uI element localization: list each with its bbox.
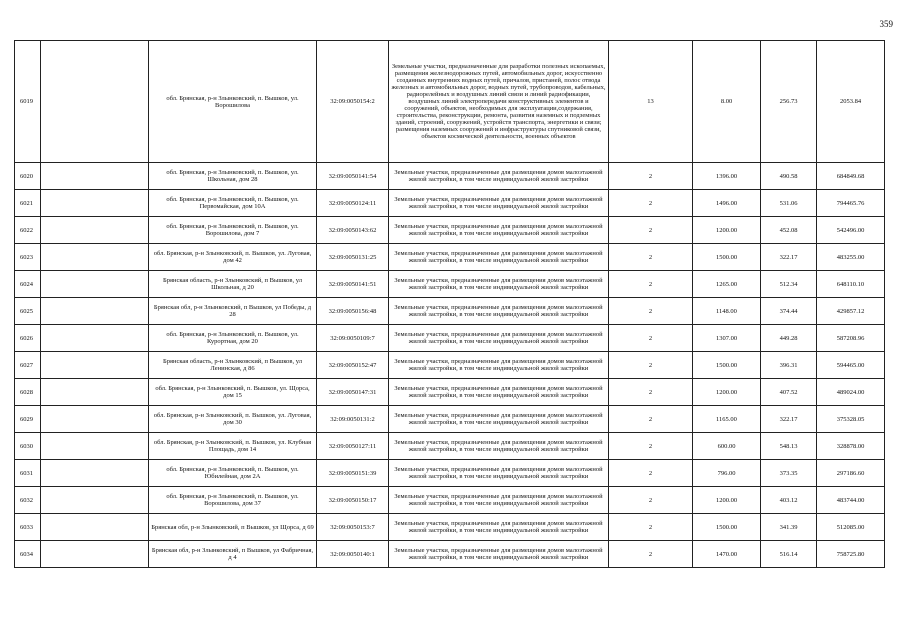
address-cell: обл. Брянская, р-н Злынковский, п. Вышков, ул. Первомайская, дом 10А [149, 190, 317, 217]
cadastral-value-cell: 587208.96 [817, 325, 885, 352]
group-cell: 13 [609, 41, 693, 163]
row-number: 6024 [15, 271, 41, 298]
land-plots-table [14, 40, 885, 568]
area-cell: 1500.00 [693, 244, 761, 271]
table-row [15, 433, 885, 460]
empty-cell [41, 487, 149, 514]
land-use-cell: Земельные участки, предназначенные для размещения домов малоэтажной жилой застройки, в том числе индивидуальной жилой застройки [389, 460, 609, 487]
empty-cell [41, 41, 149, 163]
table-row [15, 514, 885, 541]
group-cell: 2 [609, 541, 693, 568]
cadastral-number-cell: 32:09:0050141:54 [317, 163, 389, 190]
cadastral-number-cell: 32:09:0050152:47 [317, 352, 389, 379]
cadastral-value-cell: 297186.60 [817, 460, 885, 487]
row-number: 6031 [15, 460, 41, 487]
rate-cell: 512.34 [761, 271, 817, 298]
empty-cell [41, 298, 149, 325]
land-use-cell: Земельные участки, предназначенные для размещения домов малоэтажной жилой застройки, в том числе индивидуальной жилой застройки [389, 244, 609, 271]
empty-cell [41, 271, 149, 298]
row-number: 6028 [15, 379, 41, 406]
cadastral-number-cell: 32:09:0050140:1 [317, 541, 389, 568]
empty-cell [41, 244, 149, 271]
row-number: 6026 [15, 325, 41, 352]
table-row [15, 325, 885, 352]
land-use-cell: Земельные участки, предназначенные для размещения домов малоэтажной жилой застройки, в том числе индивидуальной жилой застройки [389, 433, 609, 460]
group-cell: 2 [609, 244, 693, 271]
area-cell: 1200.00 [693, 379, 761, 406]
cadastral-number-cell: 32:09:0050147:31 [317, 379, 389, 406]
cadastral-number-cell: 32:09:0050127:11 [317, 433, 389, 460]
cadastral-number-cell: 32:09:0050154:2 [317, 41, 389, 163]
row-number: 6034 [15, 541, 41, 568]
table-row [15, 217, 885, 244]
empty-cell [41, 379, 149, 406]
empty-cell [41, 190, 149, 217]
rate-cell: 374.44 [761, 298, 817, 325]
cadastral-number-cell: 32:09:0050124:11 [317, 190, 389, 217]
empty-cell [41, 514, 149, 541]
cadastral-value-cell: 2053.84 [817, 41, 885, 163]
row-number: 6020 [15, 163, 41, 190]
table-row [15, 298, 885, 325]
group-cell: 2 [609, 487, 693, 514]
address-cell: обл. Брянская, р-н Злынковский, п. Вышков, ул. Ворошилова, дом 7 [149, 217, 317, 244]
address-cell: обл. Брянская, р-н Злынковский, п. Вышков, ул. Курортная, дом 20 [149, 325, 317, 352]
address-cell: Брянская область, р-н Злынковский, п Вышков, ул Ленинская, д 86 [149, 352, 317, 379]
table-row [15, 271, 885, 298]
cadastral-value-cell: 794465.76 [817, 190, 885, 217]
address-cell: Брянская обл, р-н Злынковский, п Вышков, ул Щорса, д 69 [149, 514, 317, 541]
area-cell: 1470.00 [693, 541, 761, 568]
area-cell: 1200.00 [693, 217, 761, 244]
area-cell: 1307.00 [693, 325, 761, 352]
address-cell: обл. Брянская, р-н Злынковский, п. Вышков, ул. Ворошилова, дом 37 [149, 487, 317, 514]
cadastral-value-cell: 489024.00 [817, 379, 885, 406]
rate-cell: 452.08 [761, 217, 817, 244]
cadastral-number-cell: 32:09:0050150:17 [317, 487, 389, 514]
table-row [15, 379, 885, 406]
land-use-cell: Земельные участки, предназначенные для размещения домов малоэтажной жилой застройки, в том числе индивидуальной жилой застройки [389, 163, 609, 190]
rate-cell: 449.28 [761, 325, 817, 352]
group-cell: 2 [609, 271, 693, 298]
cadastral-number-cell: 32:09:0050151:39 [317, 460, 389, 487]
group-cell: 2 [609, 406, 693, 433]
cadastral-value-cell: 328878.00 [817, 433, 885, 460]
table-row [15, 352, 885, 379]
row-number: 6019 [15, 41, 41, 163]
cadastral-value-cell: 429857.12 [817, 298, 885, 325]
group-cell: 2 [609, 217, 693, 244]
group-cell: 2 [609, 460, 693, 487]
group-cell: 2 [609, 325, 693, 352]
area-cell: 796.00 [693, 460, 761, 487]
cadastral-value-cell: 375328.05 [817, 406, 885, 433]
cadastral-value-cell: 483744.00 [817, 487, 885, 514]
address-cell: обл. Брянская, р-н Злынковский, п. Вышков, ул. Луговая, дом 30 [149, 406, 317, 433]
cadastral-value-cell: 512085.00 [817, 514, 885, 541]
cadastral-number-cell: 32:09:0050153:7 [317, 514, 389, 541]
address-cell: обл. Брянская, р-н Злынковский, п. Вышков, ул. Клубная Площадь, дом 14 [149, 433, 317, 460]
table-row [15, 41, 885, 163]
cadastral-value-cell: 483255.00 [817, 244, 885, 271]
area-cell: 1265.00 [693, 271, 761, 298]
address-cell: обл. Брянская, р-н Злынковский, п. Вышков, ул. Щорса, дом 15 [149, 379, 317, 406]
cadastral-value-cell: 542496.00 [817, 217, 885, 244]
row-number: 6022 [15, 217, 41, 244]
land-use-cell: Земельные участки, предназначенные для размещения домов малоэтажной жилой застройки, в том числе индивидуальной жилой застройки [389, 352, 609, 379]
cadastral-number-cell: 32:09:0050141:51 [317, 271, 389, 298]
row-number: 6033 [15, 514, 41, 541]
empty-cell [41, 325, 149, 352]
area-cell: 1200.00 [693, 487, 761, 514]
cadastral-value-cell: 594465.00 [817, 352, 885, 379]
cadastral-number-cell: 32:09:0050156:48 [317, 298, 389, 325]
rate-cell: 531.06 [761, 190, 817, 217]
area-cell: 1148.00 [693, 298, 761, 325]
area-cell: 1500.00 [693, 514, 761, 541]
empty-cell [41, 406, 149, 433]
table-row [15, 163, 885, 190]
cadastral-value-cell: 684849.68 [817, 163, 885, 190]
group-cell: 2 [609, 352, 693, 379]
cadastral-number-cell: 32:09:0050109:7 [317, 325, 389, 352]
area-cell: 600.00 [693, 433, 761, 460]
land-use-cell: Земельные участки, предназначенные для размещения домов малоэтажной жилой застройки, в том числе индивидуальной жилой застройки [389, 487, 609, 514]
table-row [15, 244, 885, 271]
row-number: 6030 [15, 433, 41, 460]
rate-cell: 256.73 [761, 41, 817, 163]
rate-cell: 516.14 [761, 541, 817, 568]
address-cell: Брянская обл, р-н Злынковский, п Вышков, ул Фабричная, д 4 [149, 541, 317, 568]
table-row [15, 190, 885, 217]
rate-cell: 322.17 [761, 244, 817, 271]
table-row [15, 487, 885, 514]
area-cell: 1165.00 [693, 406, 761, 433]
row-number: 6023 [15, 244, 41, 271]
rate-cell: 373.35 [761, 460, 817, 487]
address-cell: обл. Брянская, р-н Злынковский, п. Вышков, ул. Ворошилова [149, 41, 317, 163]
land-use-cell: Земельные участки, предназначенные для размещения домов малоэтажной жилой застройки, в том числе индивидуальной жилой застройки [389, 406, 609, 433]
address-cell: Брянская область, р-н Злынковский, п Вышков, ул Школьная, д 20 [149, 271, 317, 298]
row-number: 6027 [15, 352, 41, 379]
row-number: 6025 [15, 298, 41, 325]
table-body [15, 41, 885, 568]
land-use-cell: Земельные участки, предназначенные для размещения домов малоэтажной жилой застройки, в том числе индивидуальной жилой застройки [389, 379, 609, 406]
land-use-cell: Земельные участки, предназначенные для размещения домов малоэтажной жилой застройки, в том числе индивидуальной жилой застройки [389, 217, 609, 244]
area-cell: 1396.00 [693, 163, 761, 190]
land-use-cell: Земельные участки, предназначенные для разработки полезных ископаемых, размещения железнодорожных путей, автомобильных дорог, искусственно созданных внутренних водных путей, причалов, пристаней, полос отвода железных и автомобильных дорог, водных путей, трубопроводов, кабельных, радиорелейных и воздушных линий связи и линий радиофикации, воздушных линий электропередачи конструктивных элементов и сооружений, объектов, необходимых для эксплуатации,содержания, строительства, реконструкции, ремонта, развития наземных и подземных зданий, строений, сооружений, устройств транспорта, энергетики и связи; размещения наземных сооружений и инфраструктуры спутниковой связи, объектов космической деятельности, военных объектов [389, 41, 609, 163]
land-use-cell: Земельные участки, предназначенные для размещения домов малоэтажной жилой застройки, в том числе индивидуальной жилой застройки [389, 541, 609, 568]
land-use-cell: Земельные участки, предназначенные для размещения домов малоэтажной жилой застройки, в том числе индивидуальной жилой застройки [389, 298, 609, 325]
rate-cell: 341.39 [761, 514, 817, 541]
empty-cell [41, 352, 149, 379]
table-row [15, 541, 885, 568]
group-cell: 2 [609, 433, 693, 460]
row-number: 6029 [15, 406, 41, 433]
group-cell: 2 [609, 514, 693, 541]
address-cell: Брянская обл, р-н Злынковский, п Вышков, ул Победы, д 28 [149, 298, 317, 325]
land-use-cell: Земельные участки, предназначенные для размещения домов малоэтажной жилой застройки, в том числе индивидуальной жилой застройки [389, 514, 609, 541]
land-use-cell: Земельные участки, предназначенные для размещения домов малоэтажной жилой застройки, в том числе индивидуальной жилой застройки [389, 325, 609, 352]
cadastral-value-cell: 758725.80 [817, 541, 885, 568]
empty-cell [41, 217, 149, 244]
group-cell: 2 [609, 163, 693, 190]
rate-cell: 407.52 [761, 379, 817, 406]
area-cell: 1500.00 [693, 352, 761, 379]
cadastral-number-cell: 32:09:0050143:62 [317, 217, 389, 244]
empty-cell [41, 460, 149, 487]
group-cell: 2 [609, 190, 693, 217]
address-cell: обл. Брянская, р-н Злынковский, п. Вышков, ул. Юбилейная, дом 2А [149, 460, 317, 487]
area-cell: 1496.00 [693, 190, 761, 217]
rate-cell: 548.13 [761, 433, 817, 460]
address-cell: обл. Брянская, р-н Злынковский, п. Вышков, ул. Луговая, дом 42 [149, 244, 317, 271]
page-number: 359 [879, 19, 893, 29]
row-number: 6032 [15, 487, 41, 514]
rate-cell: 322.17 [761, 406, 817, 433]
group-cell: 2 [609, 379, 693, 406]
table-row [15, 406, 885, 433]
rate-cell: 490.58 [761, 163, 817, 190]
table-row [15, 460, 885, 487]
land-use-cell: Земельные участки, предназначенные для размещения домов малоэтажной жилой застройки, в том числе индивидуальной жилой застройки [389, 271, 609, 298]
rate-cell: 403.12 [761, 487, 817, 514]
cadastral-number-cell: 32:09:0050131:2 [317, 406, 389, 433]
group-cell: 2 [609, 298, 693, 325]
empty-cell [41, 433, 149, 460]
empty-cell [41, 163, 149, 190]
empty-cell [41, 541, 149, 568]
address-cell: обл. Брянская, р-н Злынковский, п. Вышков, ул. Школьная, дом 28 [149, 163, 317, 190]
row-number: 6021 [15, 190, 41, 217]
land-use-cell: Земельные участки, предназначенные для размещения домов малоэтажной жилой застройки, в том числе индивидуальной жилой застройки [389, 190, 609, 217]
cadastral-value-cell: 648110.10 [817, 271, 885, 298]
rate-cell: 396.31 [761, 352, 817, 379]
area-cell: 8.00 [693, 41, 761, 163]
cadastral-number-cell: 32:09:0050131:25 [317, 244, 389, 271]
